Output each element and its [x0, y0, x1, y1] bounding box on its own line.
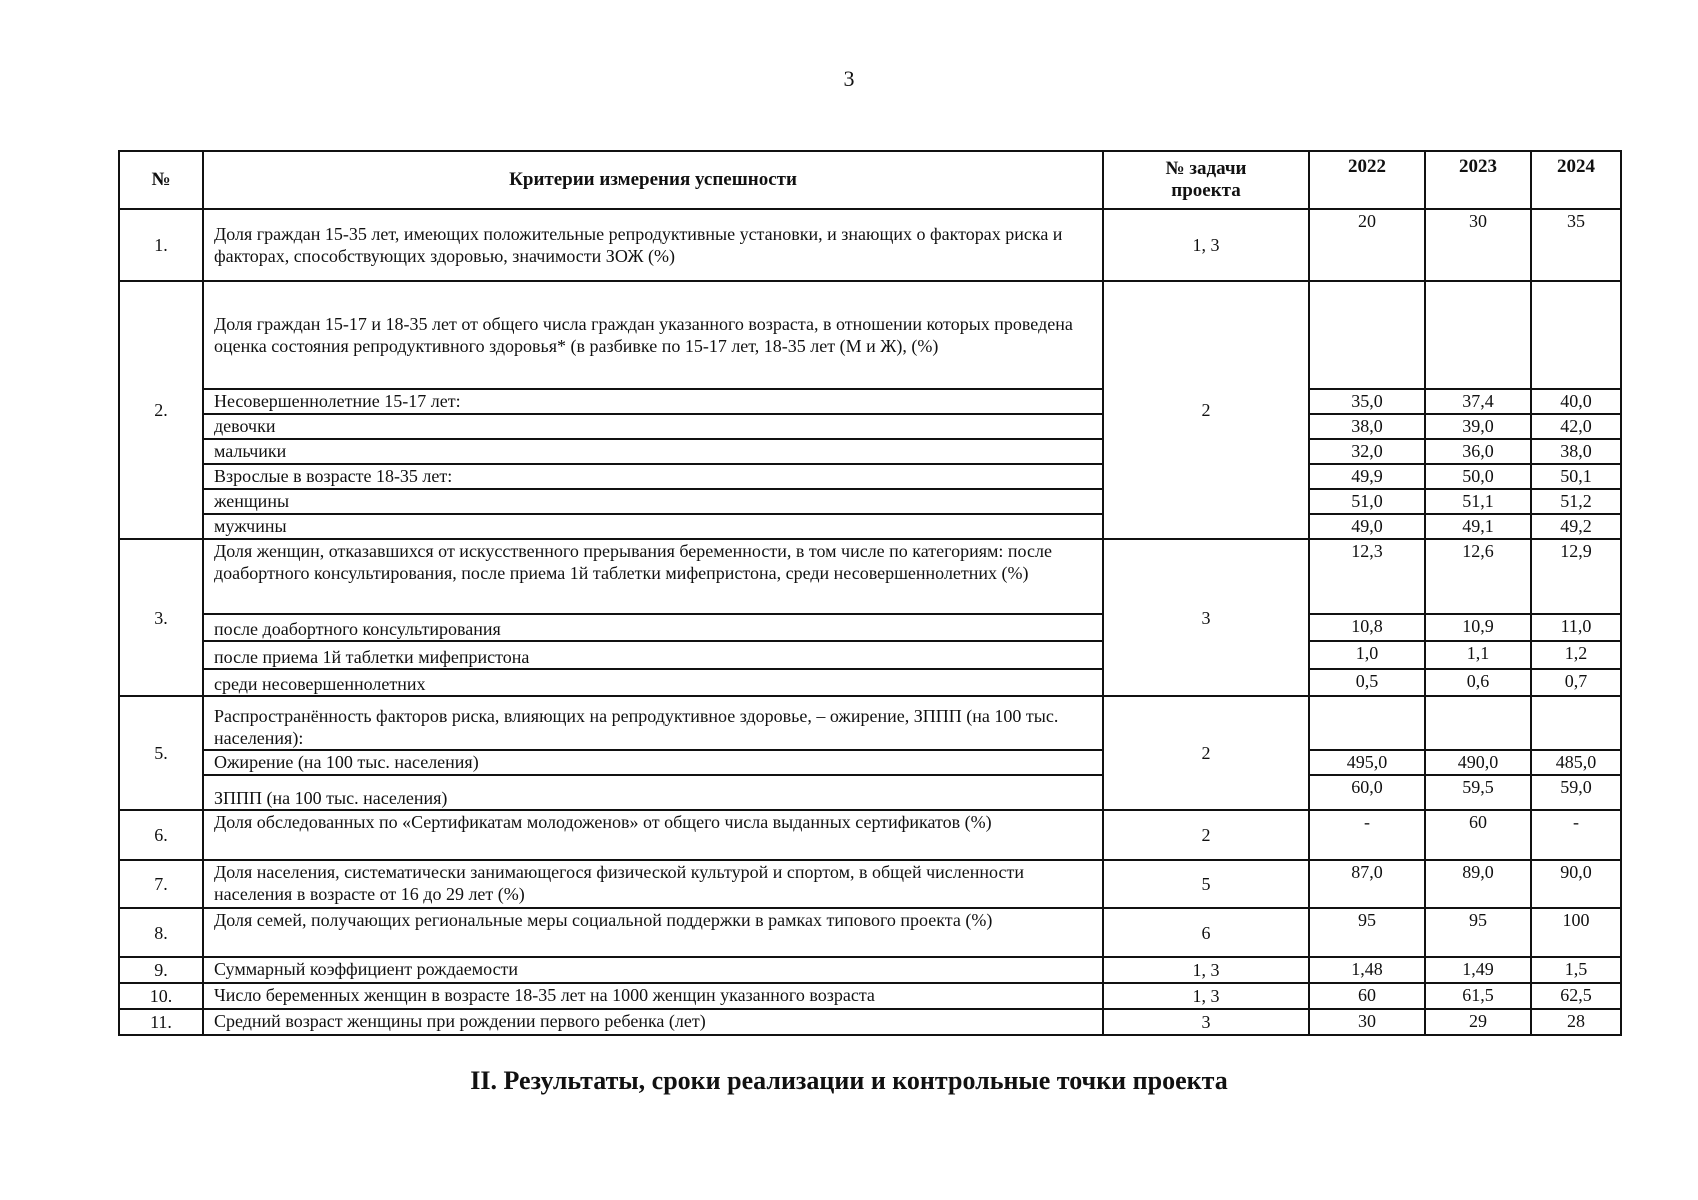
criterion-text: Доля населения, систематически занимающегося физической культурой и спортом, в общей численности населения в возрасте от 16 до 29 лет (%): [203, 860, 1103, 908]
subrow-label: Ожирение (на 100 тыс. населения): [203, 750, 1103, 775]
value-2024: 42,0: [1531, 414, 1621, 439]
table-row: [119, 908, 1621, 957]
value-2024: 40,0: [1531, 389, 1621, 414]
table-row: [119, 209, 1621, 281]
value-2023: 10,9: [1425, 614, 1531, 641]
header-2024: 2024: [1531, 151, 1621, 209]
value-2024: 62,5: [1531, 983, 1621, 1009]
subrow: [119, 489, 1621, 514]
criterion-text: Доля обследованных по «Сертификатам молодоженов» от общего числа выданных сертификатов (%): [203, 810, 1103, 860]
subrow: [119, 614, 1621, 641]
success-criteria-table: [118, 150, 1622, 1036]
subrow-label: после приема 1й таблетки мифепристона: [203, 641, 1103, 669]
row-number: 10.: [119, 983, 203, 1009]
row-number: 1.: [119, 209, 203, 281]
task-number: 2: [1103, 810, 1309, 860]
header-2022: 2022: [1309, 151, 1425, 209]
value-2023: 50,0: [1425, 464, 1531, 489]
value-2023: [1425, 281, 1531, 389]
section-title: II. Результаты, сроки реализации и контрольные точки проекта: [470, 1066, 1228, 1095]
value-2022: 95: [1309, 908, 1425, 957]
row-number: 2.: [119, 281, 203, 539]
value-2022: 49,0: [1309, 514, 1425, 539]
value-2022: 38,0: [1309, 414, 1425, 439]
criterion-text: Доля семей, получающих региональные меры социальной поддержки в рамках типового проекта (%): [203, 908, 1103, 957]
subrow: [119, 414, 1621, 439]
criterion-text: Доля женщин, отказавшихся от искусственного прерывания беременности, в том числе по категориям: после доабортного консультирования, после приема 1й таблетки мифепристона, среди несовершеннолетних (%): [203, 539, 1103, 614]
criterion-text: Средний возраст женщины при рождении первого ребенка (лет): [203, 1009, 1103, 1035]
value-2023: 49,1: [1425, 514, 1531, 539]
value-2023: 490,0: [1425, 750, 1531, 775]
value-2023: 30: [1425, 209, 1531, 281]
value-2022: 60,0: [1309, 775, 1425, 810]
task-number: 1, 3: [1103, 209, 1309, 281]
value-2022: 60: [1309, 983, 1425, 1009]
row-number: 7.: [119, 860, 203, 908]
value-2023: 61,5: [1425, 983, 1531, 1009]
row-number: 5.: [119, 696, 203, 810]
criteria-table-wrapper: [118, 150, 1620, 1036]
value-2024: 1,2: [1531, 641, 1621, 669]
task-number: 1, 3: [1103, 983, 1309, 1009]
table-row: [119, 696, 1621, 750]
value-2023: 39,0: [1425, 414, 1531, 439]
value-2023: 0,6: [1425, 669, 1531, 696]
criterion-text: Распространённость факторов риска, влияющих на репродуктивное здоровье, – ожирение, ЗППП (на 100 тыс. населения):: [203, 696, 1103, 750]
subrow: [119, 389, 1621, 414]
value-2024: [1531, 281, 1621, 389]
value-2023: 1,49: [1425, 957, 1531, 983]
value-2024: -: [1531, 810, 1621, 860]
subrow-label: ЗППП (на 100 тыс. населения): [203, 775, 1103, 810]
value-2022: [1309, 281, 1425, 389]
value-2022: 32,0: [1309, 439, 1425, 464]
subrow: [119, 464, 1621, 489]
value-2022: 12,3: [1309, 539, 1425, 614]
value-2023: 59,5: [1425, 775, 1531, 810]
row-number: 6.: [119, 810, 203, 860]
task-number: 6: [1103, 908, 1309, 957]
value-2024: 35: [1531, 209, 1621, 281]
criterion-text: Суммарный коэффициент рождаемости: [203, 957, 1103, 983]
value-2024: 28: [1531, 1009, 1621, 1035]
value-2023: 37,4: [1425, 389, 1531, 414]
subrow-label: женщины: [203, 489, 1103, 514]
value-2022: 35,0: [1309, 389, 1425, 414]
value-2024: 0,7: [1531, 669, 1621, 696]
value-2023: 12,6: [1425, 539, 1531, 614]
value-2023: 51,1: [1425, 489, 1531, 514]
header-num: №: [119, 151, 203, 209]
value-2023: 89,0: [1425, 860, 1531, 908]
table-row: [119, 1009, 1621, 1035]
value-2022: 0,5: [1309, 669, 1425, 696]
value-2022: -: [1309, 810, 1425, 860]
value-2022: 10,8: [1309, 614, 1425, 641]
value-2024: 485,0: [1531, 750, 1621, 775]
criterion-text: Число беременных женщин в возрасте 18-35 лет на 1000 женщин указанного возраста: [203, 983, 1103, 1009]
table-row: [119, 860, 1621, 908]
value-2022: 1,0: [1309, 641, 1425, 669]
value-2024: 51,2: [1531, 489, 1621, 514]
task-number: 1, 3: [1103, 957, 1309, 983]
row-number: 11.: [119, 1009, 203, 1035]
value-2024: 100: [1531, 908, 1621, 957]
header-criteria: Критерии измерения успешности: [203, 151, 1103, 209]
value-2023: [1425, 696, 1531, 750]
subrow: [119, 439, 1621, 464]
value-2022: 20: [1309, 209, 1425, 281]
table-row: [119, 539, 1621, 614]
value-2022: 30: [1309, 1009, 1425, 1035]
value-2024: 38,0: [1531, 439, 1621, 464]
table-header-row: [119, 151, 1621, 209]
value-2022: 495,0: [1309, 750, 1425, 775]
value-2023: 95: [1425, 908, 1531, 957]
subrow-label: Взрослые в возрасте 18-35 лет:: [203, 464, 1103, 489]
subrow-label: мальчики: [203, 439, 1103, 464]
value-2024: 50,1: [1531, 464, 1621, 489]
value-2024: 59,0: [1531, 775, 1621, 810]
table-row: [119, 810, 1621, 860]
header-2023: 2023: [1425, 151, 1531, 209]
subrow-label: девочки: [203, 414, 1103, 439]
row-number: 3.: [119, 539, 203, 696]
table-row: [119, 983, 1621, 1009]
value-2024: 11,0: [1531, 614, 1621, 641]
value-2024: [1531, 696, 1621, 750]
page-number: 3: [843, 66, 855, 91]
subrow: [119, 750, 1621, 775]
value-2022: [1309, 696, 1425, 750]
task-number: 3: [1103, 539, 1309, 696]
subrow: [119, 641, 1621, 669]
value-2023: 1,1: [1425, 641, 1531, 669]
task-number: 5: [1103, 860, 1309, 908]
subrow-label: среди несовершеннолетних: [203, 669, 1103, 696]
header-task-line1: № задачи: [1165, 158, 1247, 179]
value-2023: 60: [1425, 810, 1531, 860]
header-task-line2: проекта: [1171, 180, 1241, 201]
value-2024: 49,2: [1531, 514, 1621, 539]
value-2024: 90,0: [1531, 860, 1621, 908]
subrow: [119, 514, 1621, 539]
value-2022: 51,0: [1309, 489, 1425, 514]
table-row: [119, 957, 1621, 983]
value-2024: 12,9: [1531, 539, 1621, 614]
value-2022: 1,48: [1309, 957, 1425, 983]
task-number: 2: [1103, 281, 1309, 539]
criterion-text: Доля граждан 15-35 лет, имеющих положительные репродуктивные установки, и знающих о факторах риска и факторах, способствующих здоровью, значимости ЗОЖ (%): [203, 209, 1103, 281]
criterion-text: Доля граждан 15-17 и 18-35 лет от общего числа граждан указанного возраста, в отношении которых проведена оценка состояния репродуктивного здоровья* (в разбивке по 15-17 лет, 18-35 лет (М и Ж), (%): [203, 281, 1103, 389]
subrow: [119, 669, 1621, 696]
value-2023: 36,0: [1425, 439, 1531, 464]
table-row: [119, 281, 1621, 389]
task-number: 3: [1103, 1009, 1309, 1035]
row-number: 8.: [119, 908, 203, 957]
subrow-label: после доабортного консультирования: [203, 614, 1103, 641]
subrow-label: Несовершеннолетние 15-17 лет:: [203, 389, 1103, 414]
value-2022: 49,9: [1309, 464, 1425, 489]
value-2024: 1,5: [1531, 957, 1621, 983]
task-number: 2: [1103, 696, 1309, 810]
row-number: 9.: [119, 957, 203, 983]
header-task: [1103, 151, 1309, 209]
value-2022: 87,0: [1309, 860, 1425, 908]
value-2023: 29: [1425, 1009, 1531, 1035]
subrow: [119, 775, 1621, 810]
subrow-label: мужчины: [203, 514, 1103, 539]
